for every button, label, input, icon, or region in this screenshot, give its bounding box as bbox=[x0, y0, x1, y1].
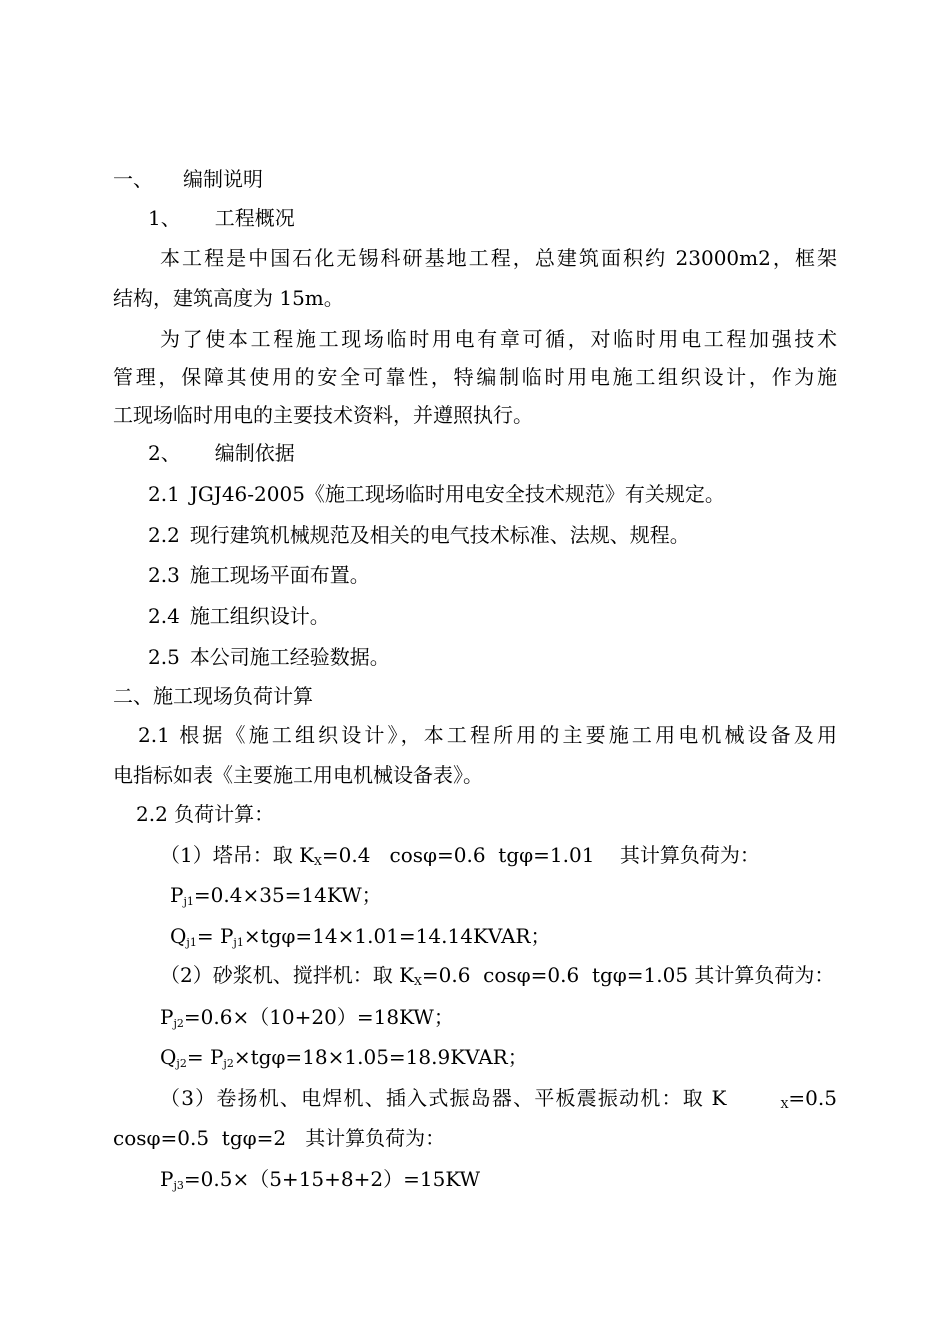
basis-item bbox=[148, 563, 872, 587]
overview-paragraph-1-line-1: 本工程是中国石化无锡科研基地工程，总建筑面积约 23000m2，框架 bbox=[160, 246, 837, 270]
basis-item-text: JGJ46-2005《施工现场临时用电安全技术规范》有关规定。 bbox=[189, 482, 725, 506]
calc-3-active-load bbox=[160, 1167, 884, 1191]
calc-text: =0.5 bbox=[788, 1086, 837, 1110]
section-2-1-line-2: 电指标如表《主要施工用电机械设备表》。 bbox=[113, 763, 483, 787]
calc-text: =0.4×35=14KW； bbox=[193, 883, 382, 907]
calc-1-reactive-load bbox=[170, 924, 894, 948]
basis-item-number: 2.1 bbox=[148, 482, 180, 506]
basis-item bbox=[148, 523, 872, 547]
calc-text: ×tgφ=18×1.05=18.9KVAR； bbox=[233, 1045, 528, 1069]
calc-2-header bbox=[160, 963, 884, 987]
calc-subscript: j2 bbox=[223, 1057, 234, 1070]
calc-text: P bbox=[160, 1167, 174, 1191]
subsection-number: 1、 bbox=[148, 206, 181, 230]
calc-text: =0.4 cosφ=0.6 tgφ=1.01 其计算负荷为： bbox=[321, 843, 760, 867]
calc-subscript: j1 bbox=[186, 936, 197, 949]
calc-text: Q bbox=[160, 1045, 177, 1069]
calc-text: P bbox=[160, 1005, 174, 1029]
calc-subscript: X bbox=[314, 855, 322, 868]
overview-paragraph-2-line-3: 工现场临时用电的主要技术资料，并遵照执行。 bbox=[113, 403, 533, 427]
calc-text: = P bbox=[186, 1045, 224, 1069]
basis-item-text: 施工现场平面布置。 bbox=[189, 563, 370, 587]
calc-2-active-load bbox=[160, 1005, 884, 1029]
calc-text: = P bbox=[196, 924, 234, 948]
calc-text: （3）卷扬机、电焊机、插入式振岛器、平板震振动机：取 K bbox=[160, 1086, 728, 1110]
basis-item bbox=[148, 604, 872, 628]
calc-text: =0.5×（5+15+8+2）=15KW bbox=[183, 1167, 481, 1191]
calc-text: =0.6×（10+20）=18KW； bbox=[183, 1005, 454, 1029]
calc-subscript: X bbox=[414, 975, 422, 988]
basis-item bbox=[148, 645, 872, 669]
calc-subscript: j1 bbox=[233, 936, 244, 949]
basis-item-number: 2.3 bbox=[148, 563, 180, 587]
section-2-heading: 二、施工现场负荷计算 bbox=[113, 684, 313, 708]
subsection-title: 工程概况 bbox=[214, 206, 295, 230]
section-2-2-heading: 2.2 负荷计算： bbox=[136, 802, 275, 826]
basis-item-text: 本公司施工经验数据。 bbox=[189, 645, 390, 669]
overview-paragraph-1-line-2: 结构，建筑高度为 15m。 bbox=[113, 286, 344, 310]
calc-text: （2）砂浆机、搅拌机：取 K bbox=[160, 963, 415, 987]
calc-3-header bbox=[160, 1086, 837, 1110]
calc-text: P bbox=[170, 883, 184, 907]
section-2-1-line-1: 2.1 根据《施工组织设计》，本工程所用的主要施工用电机械设备及用 bbox=[138, 723, 837, 747]
subsection-1-1-heading bbox=[148, 206, 872, 230]
calc-2-reactive-load bbox=[160, 1045, 884, 1069]
calc-subscript: j3 bbox=[173, 1179, 184, 1192]
calc-subscript: X bbox=[780, 1098, 789, 1111]
calc-text: ×tgφ=14×1.01=14.14KVAR； bbox=[243, 924, 551, 948]
basis-item-text: 施工组织设计。 bbox=[189, 604, 330, 628]
calc-subscript: j1 bbox=[183, 895, 194, 908]
subsection-title: 编制依据 bbox=[214, 441, 295, 465]
calc-text: Q bbox=[170, 924, 187, 948]
calc-text: （1）塔吊：取 K bbox=[160, 843, 315, 867]
calc-1-header bbox=[160, 843, 884, 867]
calc-kx-value bbox=[781, 1086, 837, 1110]
subsection-1-2-heading bbox=[148, 441, 872, 465]
calc-text: =0.6 cosφ=0.6 tgφ=1.05 其计算负荷为： bbox=[421, 963, 835, 987]
subsection-number: 2、 bbox=[148, 441, 181, 465]
calc-1-active-load bbox=[170, 883, 894, 907]
section-title: 编制说明 bbox=[183, 167, 263, 191]
overview-paragraph-2-line-1: 为了使本工程施工现场临时用电有章可循，对临时用电工程加强技术 bbox=[160, 327, 837, 351]
section-number: 一、 bbox=[113, 167, 153, 191]
basis-item bbox=[148, 482, 872, 506]
overview-paragraph-2-line-2: 管理，保障其使用的安全可靠性，特编制临时用电施工组织设计，作为施 bbox=[113, 365, 837, 389]
section-1-heading bbox=[113, 167, 837, 191]
calc-subscript: j2 bbox=[176, 1057, 187, 1070]
basis-item-number: 2.5 bbox=[148, 645, 180, 669]
calc-subscript: j2 bbox=[173, 1017, 184, 1030]
basis-item-text: 现行建筑机械规范及相关的电气技术标准、法规、规程。 bbox=[189, 523, 690, 547]
calc-3-header-line-2: cosφ=0.5 tgφ=2 其计算负荷为： bbox=[113, 1126, 446, 1150]
basis-item-number: 2.2 bbox=[148, 523, 180, 547]
basis-item-number: 2.4 bbox=[148, 604, 180, 628]
